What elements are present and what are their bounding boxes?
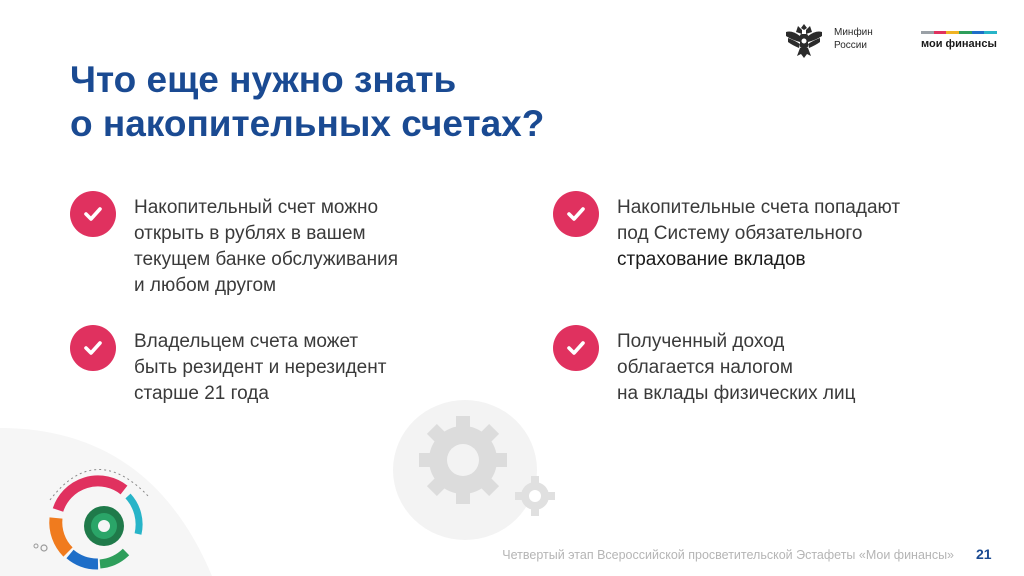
- bar-segment: [972, 31, 985, 34]
- bar-segment: [984, 31, 997, 34]
- bar-segment: [959, 31, 972, 34]
- estafeta-emblem-icon: [0, 428, 215, 576]
- info-item-2: [553, 195, 900, 273]
- check-icon: [553, 191, 599, 237]
- item-line: на вклады физических лиц: [617, 383, 856, 404]
- item-line: и любом другом: [134, 275, 277, 296]
- item-line: Накопительный счет можно: [134, 197, 379, 218]
- item-line: Накопительные счета попадают: [617, 197, 901, 218]
- item-line: старше 21 года: [134, 383, 269, 404]
- check-icon: [553, 325, 599, 371]
- info-item-text: [617, 329, 855, 407]
- bar-segment: [921, 31, 934, 34]
- item-line: Полученный доход: [617, 331, 785, 352]
- item-line: под Систему обязательного: [617, 223, 863, 244]
- info-item-text: [134, 195, 398, 299]
- check-icon: [70, 325, 116, 371]
- page-title: [70, 58, 544, 146]
- info-item-text: [134, 329, 386, 407]
- check-icon: [70, 191, 116, 237]
- bar-segment: [934, 31, 947, 34]
- bar-segment: [946, 31, 959, 34]
- moi-finansy-color-bar: [921, 31, 997, 34]
- page-number: 21: [976, 546, 992, 562]
- info-item-1: [70, 195, 398, 299]
- info-item-4: [553, 329, 855, 407]
- minfin-line-1: Минфин: [834, 27, 873, 38]
- item-line: быть резидент и нерезидент: [134, 357, 387, 378]
- info-item-3: [70, 329, 386, 407]
- minfin-line-2: России: [834, 40, 867, 51]
- item-line: Владельцем счета может: [134, 331, 359, 352]
- gears-decoration-icon: [385, 398, 575, 548]
- title-line-2: о накопительных счетах?: [70, 103, 545, 144]
- info-item-text: [617, 195, 900, 273]
- title-line-1: Что еще нужно знать: [70, 59, 457, 100]
- item-line: страхование вкладов: [617, 249, 806, 270]
- footer-text: Четвертый этап Всероссийской просветительской Эстафеты «Мои финансы»: [502, 548, 954, 562]
- moi-finansy-logo: мои финансы: [921, 38, 997, 50]
- item-line: текущем банке обслуживания: [134, 249, 398, 270]
- item-line: облагается налогом: [617, 357, 793, 378]
- item-line: открыть в рублях в вашем: [134, 223, 366, 244]
- minfin-logo-text: [834, 26, 873, 52]
- eagle-emblem-icon: [782, 18, 826, 62]
